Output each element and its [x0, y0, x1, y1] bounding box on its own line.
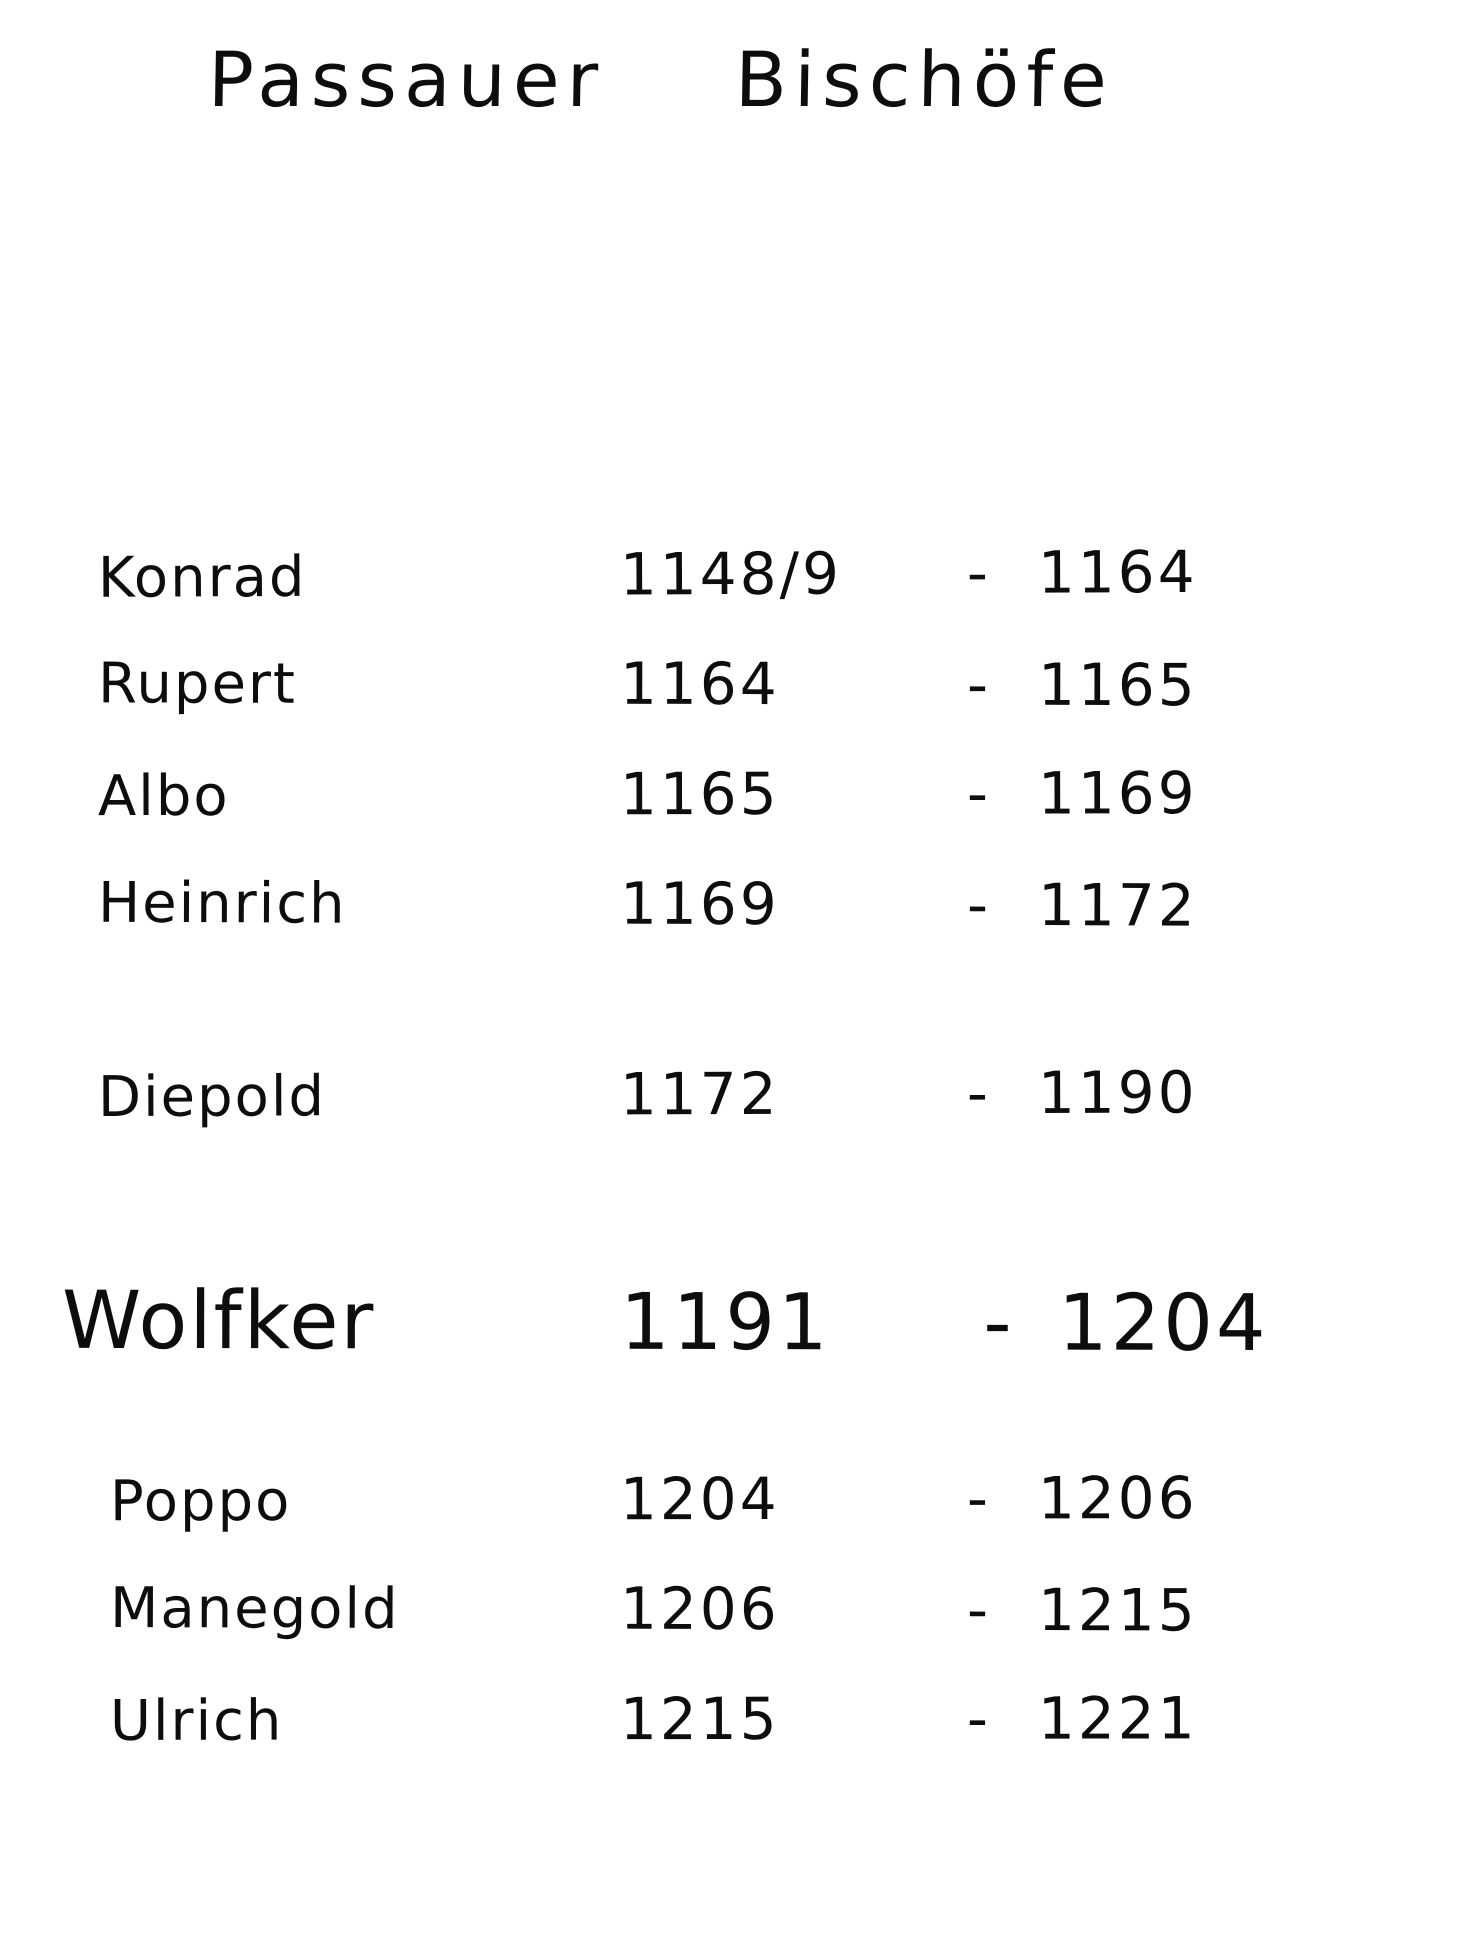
bishop-name: Heinrich	[97, 870, 347, 937]
reign-dash: -	[966, 870, 992, 939]
bishop-name: Wolfker	[61, 1273, 376, 1368]
reign-start: 1169	[619, 869, 780, 939]
page-title-word-1: Passauer	[207, 35, 606, 124]
list-item-highlighted	[0, 1274, 1470, 1387]
bishop-name: Manegold	[109, 1576, 400, 1642]
page-title-word-2: Bischöfe	[734, 35, 1115, 124]
list-item	[0, 537, 1470, 653]
bishop-reign	[620, 1575, 1470, 1646]
reign-start: 1191	[619, 1277, 831, 1369]
reign-dash: -	[966, 1575, 992, 1644]
bishop-name: Diepold	[97, 1064, 327, 1131]
bishop-name: Ulrich	[109, 1688, 284, 1754]
list-item	[0, 759, 1470, 872]
bishop-reign	[620, 1058, 1470, 1129]
list-item	[0, 1573, 1470, 1688]
reign-start: 1206	[619, 1574, 780, 1644]
reign-start: 1204	[619, 1464, 780, 1534]
bishop-reign	[620, 650, 1470, 720]
reign-end: 1206	[1037, 1464, 1198, 1533]
list-item	[0, 1684, 1470, 1796]
reign-dash: -	[966, 1464, 991, 1533]
bishop-name: Albo	[97, 763, 230, 830]
bishop-reign	[620, 1684, 1470, 1753]
reign-start: 1215	[619, 1684, 780, 1754]
list-item	[0, 867, 1470, 982]
reign-dash: -	[966, 1059, 992, 1128]
reign-start: 1172	[619, 1059, 780, 1129]
reign-start: 1165	[619, 759, 780, 829]
bishop-reign	[620, 759, 1470, 828]
bishop-name: Rupert	[97, 651, 298, 717]
list-item	[0, 648, 1470, 762]
reign-end: 1169	[1037, 759, 1198, 828]
reign-end: 1215	[1037, 1575, 1198, 1645]
reign-end: 1204	[1057, 1278, 1269, 1369]
list-item	[0, 1058, 1470, 1173]
reign-end: 1164	[1037, 537, 1198, 607]
reign-dash: -	[966, 1684, 991, 1753]
reign-end: 1190	[1037, 1058, 1198, 1128]
reign-end: 1221	[1037, 1684, 1198, 1753]
bishop-reign	[620, 537, 1470, 609]
bishop-name: Poppo	[109, 1468, 292, 1535]
reign-dash: -	[966, 759, 991, 828]
page-title	[207, 35, 1268, 124]
bishop-reign	[620, 1278, 1470, 1369]
reign-dash: -	[966, 538, 992, 607]
bishop-name: Konrad	[97, 544, 307, 611]
bishop-reign	[620, 870, 1470, 941]
reign-start: 1148/9	[619, 539, 843, 609]
reign-end: 1172	[1037, 871, 1198, 940]
reign-end: 1165	[1037, 650, 1198, 720]
reign-dash: -	[983, 1278, 1015, 1369]
list-item	[0, 1463, 1470, 1576]
reign-start: 1164	[619, 649, 780, 719]
bishops-list	[0, 537, 1470, 1795]
bishop-reign	[620, 1463, 1470, 1533]
reign-dash: -	[966, 650, 992, 719]
